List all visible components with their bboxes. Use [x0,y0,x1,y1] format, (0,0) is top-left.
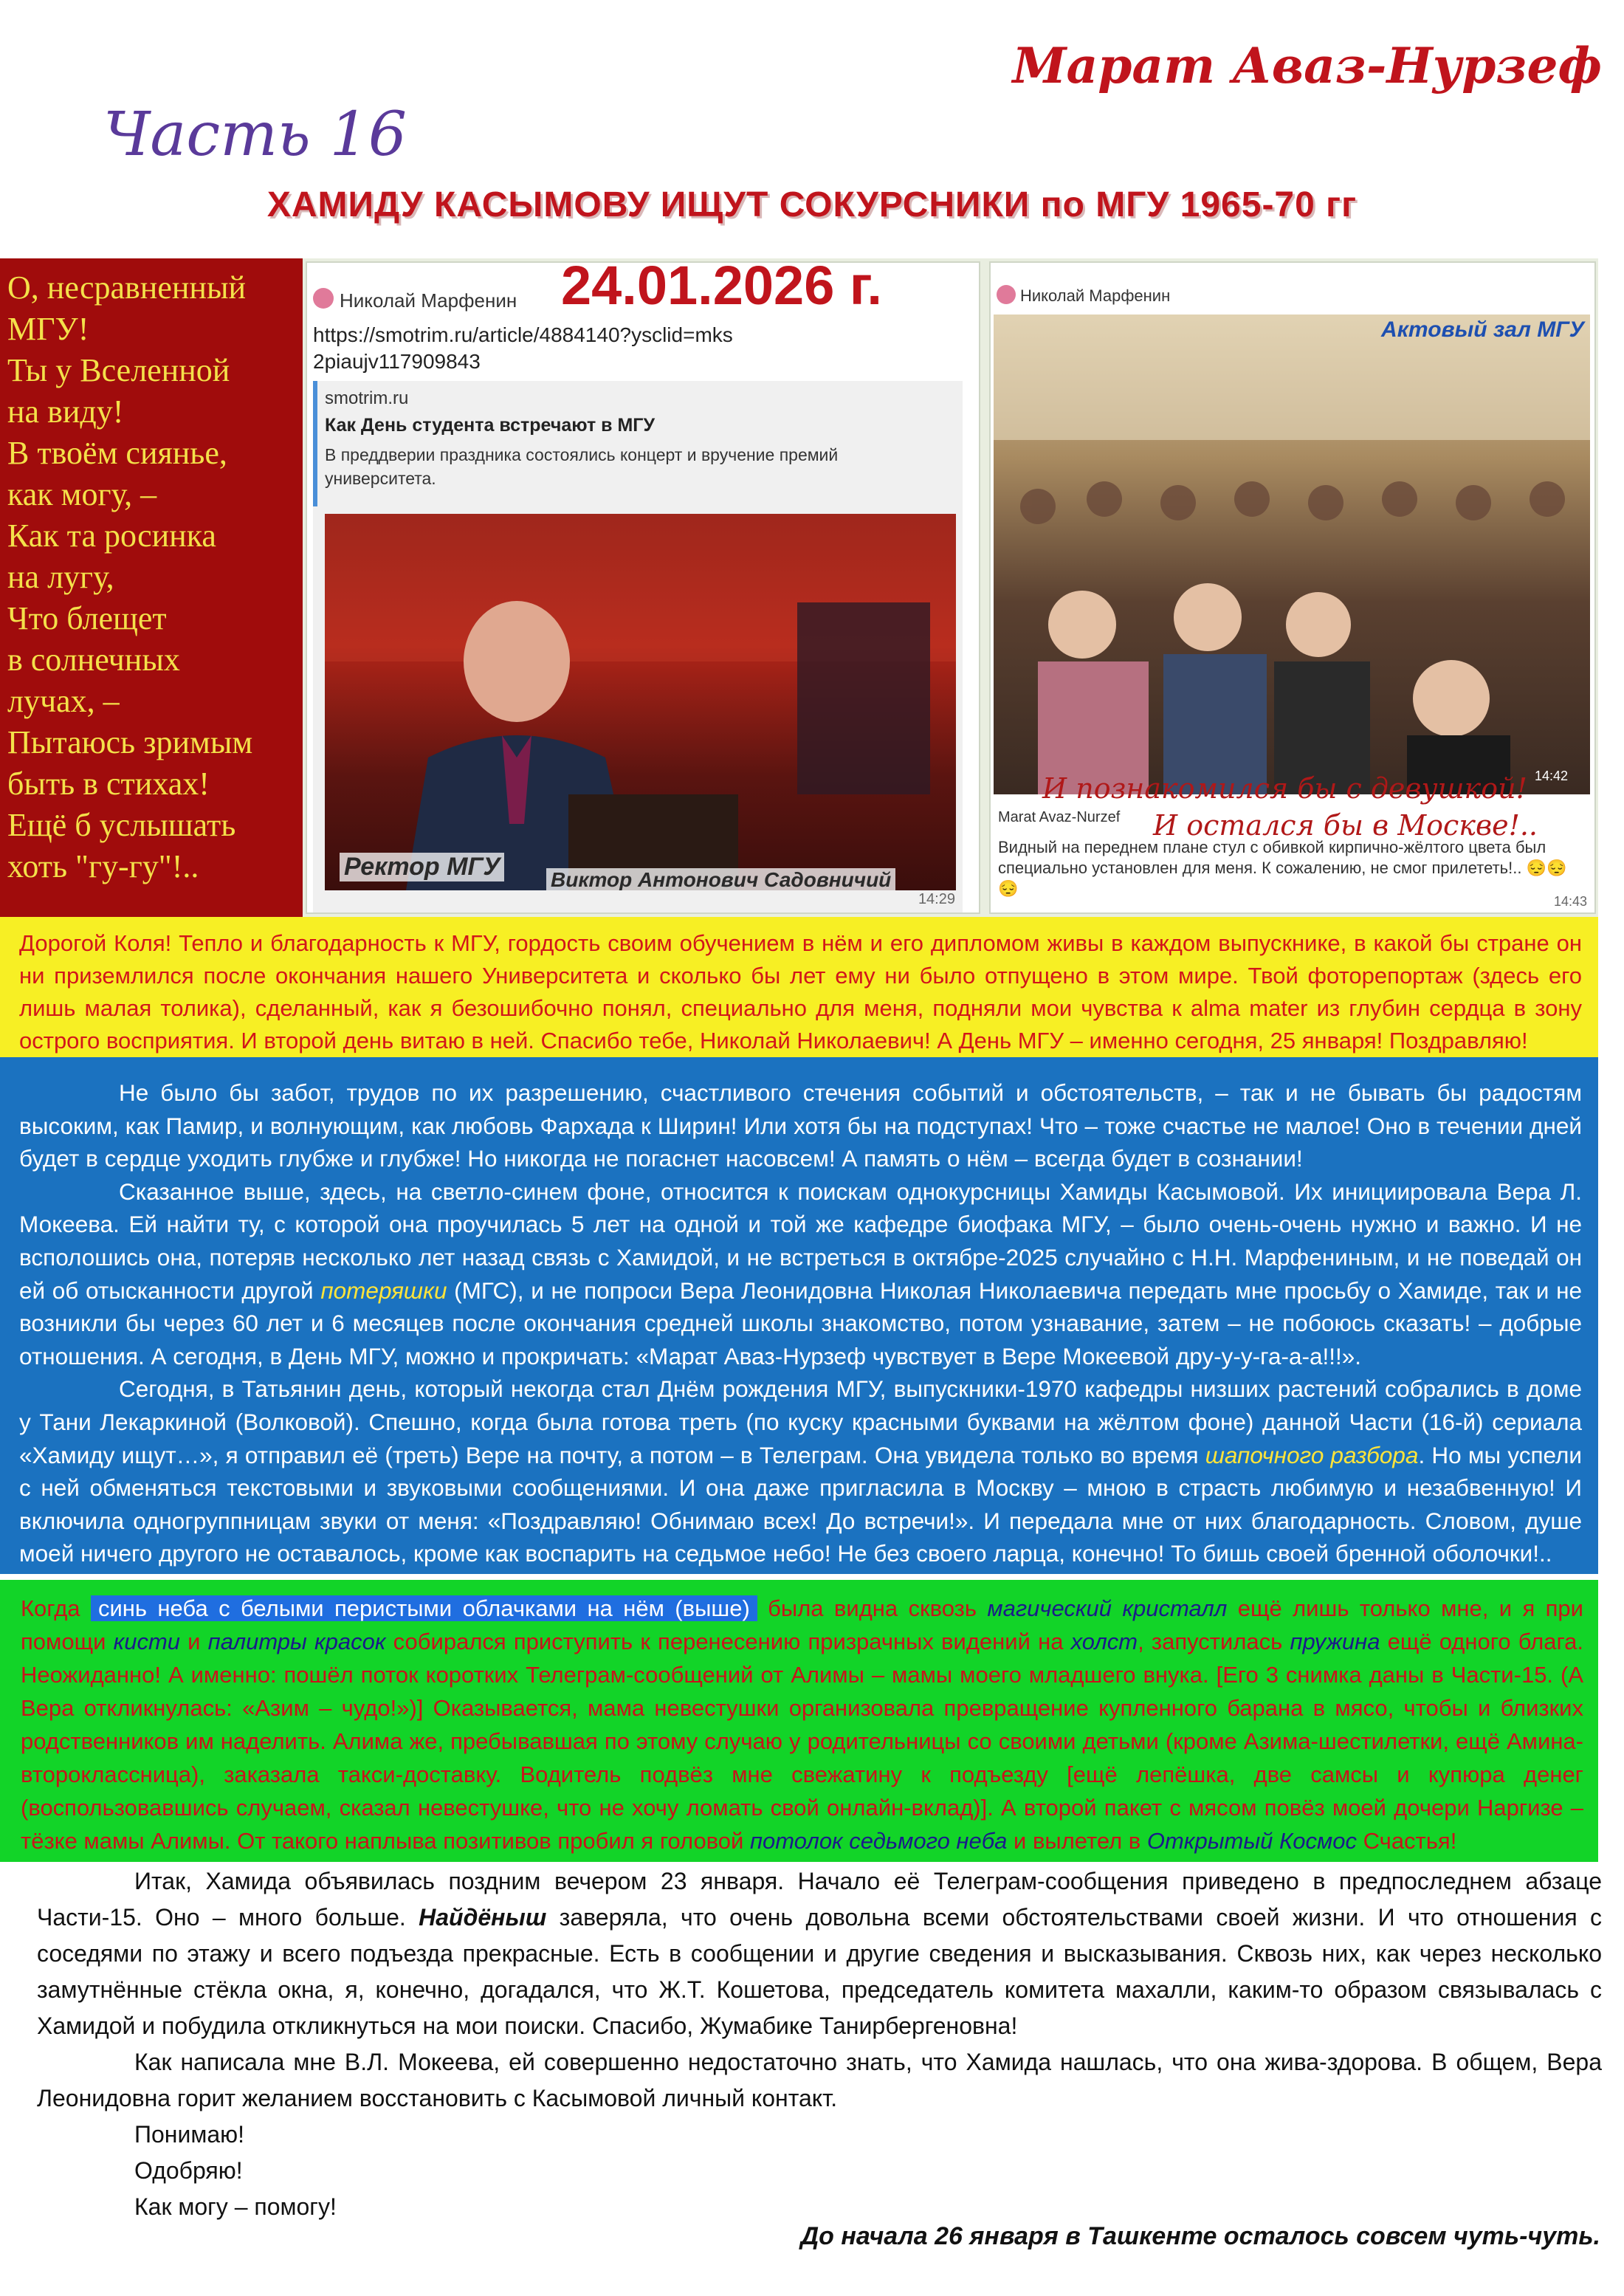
blue-story-block [0,1057,1598,1574]
yellow-message-block [0,917,1598,1057]
poem-line: В твоём сиянье, [7,435,227,471]
poem-line: Ещё б услышать [7,807,236,843]
blue-paragraph-1: Не было бы забот, трудов по их разрешению, счастливого стечения событий и обстоятельств, – так и не бывать бы радостям высоким, как Памир, и волнующим, как любовь Фархада к Ширин! Или хотя бы на подступах! Что – тоже счастье не малое! Оно в течении дней будет в сердце уходить глубже и глубже! Но никогда не погаснет насовсем! А память о нём – всегда будет в сознании! [19,1079,1582,1172]
preview-site: smotrim.ru [325,388,409,408]
caption-name: Виктор Антонович Садовничий [546,868,895,890]
poem-line: в солнечных [7,642,180,678]
poem-line: МГУ! [7,311,89,347]
rector-illustration [325,514,956,890]
poem-line: Как та росинка [7,518,216,554]
overlay-line-1: И познакомился бы с девушкой! [1042,772,1527,805]
poem-line: как могу, – [7,476,157,512]
italic-phrase: шапочного разбора [1205,1441,1419,1468]
rector-photo [325,514,956,890]
short-line: Как могу – помогу! [134,2193,337,2220]
poem-line: на лугу, [7,559,114,595]
headline: ХАМИДУ КАСЫМОВУ ИЩУТ СОКУРСНИКИ по МГУ 1965-70 гг [266,185,1358,224]
poem-line: быть в стихах! [7,766,210,802]
poem-line: на виду! [7,393,124,430]
poem-line: О, несравненный [7,269,247,306]
bold-word: Найдёныш [419,1904,547,1931]
right-message-panel [989,261,1596,914]
plain-paragraph-1: Итак, Хамида объявилась поздним вечером 23 января. Начало её Телеграм-сообщения приведено в предпоследнем абзаце Части-15. Оно – много больше. Найдёныш заверяла, что очень довольна всеми обстоятельствами своей жизни. И что отношения с соседями по этажу и всего подъезда прекрасные. Есть в сообщении и другие сведения и высказывания. Сквозь них, как через несколько замутнённые стёкла окна, я, конечно, догадался, что Ж.Т. Кошетова, председатель комитета махалли, каким-то образом связывалась с Хамидой и побудила откликнуться на мои поиски. Спасибо, Жумабике Танирбергеновна! [37,1868,1603,2039]
audience-illustration [994,315,1590,794]
sender-avatar [997,285,1016,304]
left-sender: Николай Марфенин [340,289,517,312]
short-line: Понимаю! [134,2121,245,2148]
yellow-paragraph: Дорогой Коля! Тепло и благодарность к МГУ, гордость своим обучением в нём и его дипломом живы в каждом выпускнике, в какой бы стране он ни приземлился после окончания нашего Университета и сколько бы лет ему ни было отпущено в этом мире. Твой фоторепортаж (здесь его лишь малая толика), сделанный, как я безошибочно понял, специально для меня, подняли мои чувства к alma mater из глубин сердца в зону острого восприятия. И второй день витаю в ней. Спасибо тебе, Николай Николаевич! А День МГУ – именно сегодня, 25 января! Поздравляю! [19,930,1582,1054]
poem-line: Пытаюсь зримым [7,724,253,760]
caption-role: Ректор МГУ [340,853,504,881]
date-stamp: 24.01.2026 г. [561,255,882,316]
preview-subtitle: В преддверии праздника состоялись концерт и вручение премий университета. [325,445,839,488]
poem-line: Ты у Вселенной [7,352,230,388]
closing-line: До начала 26 января в Ташкенте осталось совсем чуть-чуть. [800,2222,1600,2250]
italic-phrase: потеряшки [320,1276,447,1304]
green-paragraph: Когда синь неба с белыми перистыми облачками на нём (выше) была видна сквозь магический кристалл ещё лишь только мне, и я при помощи кисти и палитры красок собирался приступить к перенесению призрачных видений на холст, запустилась пружина ещё одного блага. Неожиданно! А именно: пошёл поток коротких Телеграм-сообщений от Алимы – мамы моего младшего внука. [Его 3 снимка даны в Части-15. (А Вера откликнулась: «Азим – чудо!»)] Оказывается, мама невестушки организовала превращение купленного барана в мясо, чтобы и близких родственников им наделить. Алима же, пребывавшая по этому случаю у родительницы со своими детьми (кроме Азима-шестилетки, ещё Амина-второклассница), заказала такси-доставку. Водитель подвёз мне свежатину к подъезду [ещё лепёшка, две самсы и купюра денег (воспользовавшись случаем, сказал невестушке, что не хочу ломать свой онлайн-вклад)]. А второй пакет с мясом повёз моей дочери Наргизе – тёзке мамы Алимы. От такого наплыва позитивов пробил я головой потолок седьмого неба и вылетел в Открытый Космос Счастья! [21,1595,1583,1854]
poem-block [0,258,303,917]
left-message-panel [306,261,980,914]
short-line: Одобряю! [134,2157,243,2184]
blue-paragraph-2: Сказанное выше, здесь, на светло-синем фоне, относится к поискам однокурсницы Хамиды Касымовой. Их инициировала Вера Л. Мокеева. Ей найти ту, с которой она проучилась 5 лет на одной и той же кафедре биофака МГУ, – было очень-очень нужно и важно. И не всполошись она, потеряв несколько лет назад связь с Хамидой, и не встреться в октябре-2025 случайно с Н.Н. Марфениным, и не поведай он ей об отысканности другой потеряшки (МГС), и не попроси Вера Леонидовна Николая Николаевича передать мне просьбу о Хамиде, так и не возникли бы через 60 лет и 6 месяцев после окончания средней школы знакомство, потом узнавание, затем – не побоюсь сказать! – добрые отношения. А сегодня, в День МГУ, можно и прокричать: «Марат Аваз-Нурзеф чувствует в Вере Мокеевой дру-у-у-га-а-а!!!». [19,1178,1582,1369]
reply-sender: Marat Avaz-Nurzef [998,809,1121,825]
hall-photo [994,315,1590,794]
photo-collage [303,255,1598,917]
left-time: 14:29 [918,891,955,907]
hall-label: Актовый зал МГУ [1381,317,1584,342]
plain-text-block [37,1863,1602,2225]
sender-avatar [313,288,334,309]
part-title: Часть 16 [103,100,407,170]
green-story-block [0,1580,1598,1862]
poem-line: Что блещет [7,600,167,636]
plain-paragraph-2: Как написала мне В.Л. Мокеева, ей совершенно недостаточно знать, что Хамида нашлась, что она жива-здорова. В общем, Вера Леонидовна горит желанием восстановить с Касымовой личный контакт. [37,2049,1602,2111]
blue-paragraph-3: Сегодня, в Татьянин день, который некогда стал Днём рождения МГУ, выпускники-1970 кафедры низших растений собрались в доме у Тани Лекаркиной (Волковой). Спешно, когда была готова треть (по куску красными буквами на жёлтом фоне) данной Части (16-й) сериала «Хамиду ищут…», я отправил её (треть) Вере на почту, а потом – в Телеграм. Она увидела только во время шапочного разбора. Но мы успели с ней обменяться текстовыми и звуковыми сообщениями. И она даже пригласила в Москву – мною в страсть любимую и незабвенную! И включила одногруппницам звуки от меня: «Поздравляю! Обнимаю всех! До встречи!». И передала мне от них благодарность. Словом, душе моей ничего другого не оставалось, кроме как воспарить на седьмое небо! Не без своего ларца, конечно! То бишь своей бренной оболочки!.. [19,1375,1582,1567]
right-sender: Николай Марфенин [1020,286,1171,305]
author-name: Марат Аваз-Нурзеф [1012,37,1602,94]
preview-title: Как День студента встречают в МГУ [325,415,656,436]
overlay-line-2: И остался бы в Москве!.. [1153,809,1538,842]
highlighted-phrase: синь неба с белыми перистыми облачками на нём (выше) [91,1595,757,1621]
article-link[interactable]: https://smotrim.ru/article/4884140?ysclid=mks2piaujv117909843 [313,323,733,373]
poem-line: хоть "гу-гу"!.. [7,848,199,884]
reply-text: Видный на переднем плане стул с обивкой кирпично-жёлтого цвета был специально установлен для меня. К сожалению, не смог прилететь!.. 😔😔😔 [998,838,1567,898]
preview-accent [313,381,317,506]
link-preview[interactable] [313,381,963,912]
right-time: 14:43 [1553,894,1587,909]
poem-line: лучах, – [7,683,120,719]
photo-time: 14:42 [1534,769,1568,783]
